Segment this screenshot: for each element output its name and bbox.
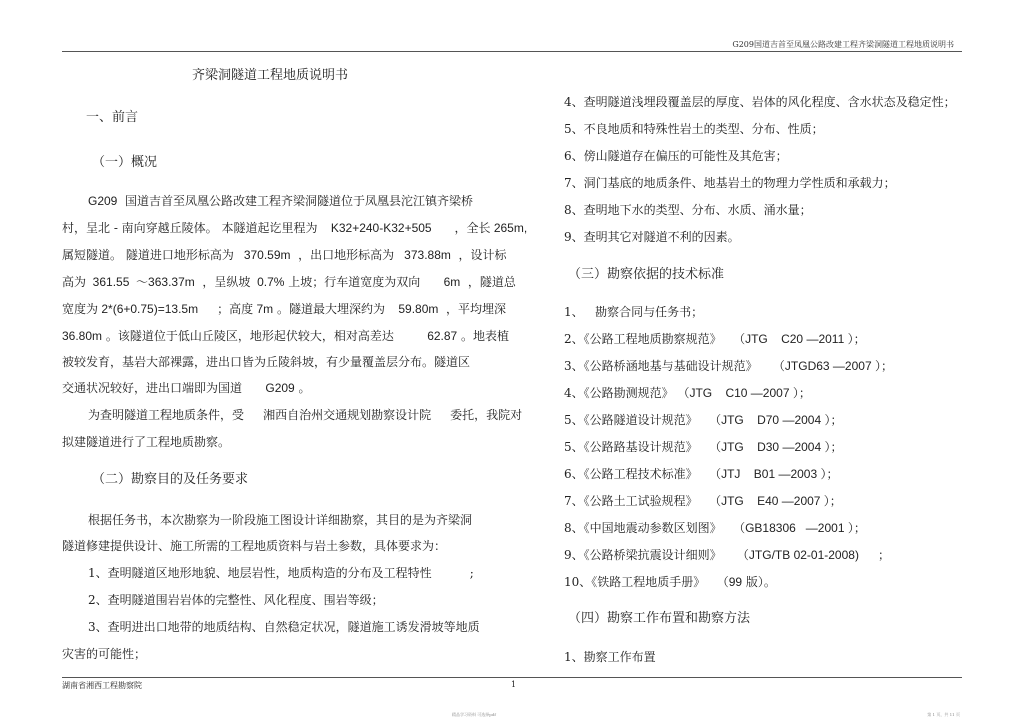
- subheading-layout: 1、勘察工作布置: [564, 650, 656, 664]
- list-item: 8、查明地下水的类型、分布、水质、涌水量；: [564, 203, 812, 217]
- paragraph-line: 高为 361.55 ～363.37m ，呈纵坡 0.7% 上坡；行车道宽度为双向 6m ，隧道总: [62, 275, 516, 289]
- paragraph-line: 被较发育，基岩大部裸露，进出口皆为丘陵斜坡，有少量覆盖层分布。隧道区: [62, 355, 471, 369]
- paragraph-line: 属短隧道。 隧道进口地形标高为 370.59m ，出口地形标高为 373.88m ，设计标: [62, 248, 507, 262]
- standard-item: 7、《公路土工试验规程》 （JTG E40 —2007 ）；: [564, 494, 842, 508]
- list-item: 1、查明隧道区地形地貌、地层岩性，地质构造的分布及工程特性 ;: [88, 566, 474, 580]
- paragraph-line: 拟建隧道进行了工程地质勘察。: [62, 435, 231, 449]
- standard-item: 9、《公路桥梁抗震设计细则》 （JTG/TB 02-01-2008) ；: [564, 548, 891, 562]
- footer-watermark-text: 精品学习资料 可选择pdf: [452, 712, 496, 717]
- standard-item: 5、《公路路基设计规范》 （JTG D30 —2004 ）；: [564, 440, 843, 454]
- paragraph-line: 根据任务书，本次勘察为一阶段施工图设计详细勘察，其目的是为齐梁洞: [88, 513, 473, 527]
- paragraph-line: 36.80m 。该隧道位于低山丘陵区，地形起伏较大，相对高差达 62.87 。地表植: [62, 329, 510, 343]
- standard-item: 5、《公路隧道设计规范》 （JTG D70 —2004 ）；: [564, 413, 843, 427]
- footer-page-count: 第 1 页，共 11 页: [927, 712, 960, 717]
- standard-item: 10、《铁路工程地质手册》 （99 版）。: [564, 575, 776, 589]
- list-item: 7、洞门基底的地质条件、地基岩土的物理力学性质和承载力；: [564, 176, 896, 190]
- list-item: 5、不良地质和特殊性岩土的类型、分布、性质；: [564, 122, 824, 136]
- page-number: 1: [511, 680, 517, 689]
- list-item: 6、傍山隧道存在偏压的可能性及其危害；: [564, 149, 788, 163]
- document-title: 齐梁洞隧道工程地质说明书: [192, 68, 349, 83]
- paragraph-line: 交通状况较好，进出口端即为国道 G209 。: [62, 381, 311, 395]
- heading-standards: （三）勘察依据的技术标准: [568, 267, 725, 282]
- list-item: 3、查明进出口地带的地质结构、自然稳定状况，隧道施工诱发滑坡等地质: [88, 620, 480, 634]
- footer-rule: [62, 677, 962, 678]
- paragraph-line: 隧道修建提供设计、施工所需的工程地质资料与岩土参数，具体要求为：: [62, 539, 447, 553]
- list-item: 4、查明隧道浅埋段覆盖层的厚度、岩体的风化程度、含水状态及稳定性；: [564, 95, 956, 109]
- list-item: 2、查明隧道围岩岩体的完整性、风化程度、围岩等级；: [88, 593, 384, 607]
- standard-item: 1、 勘察合同与任务书；: [564, 305, 704, 319]
- heading-preface: 一、前言: [86, 110, 139, 125]
- heading-purpose: （二）勘察目的及任务要求: [92, 472, 249, 487]
- paragraph-line: 村，呈北 - 南向穿越丘陵体。 本隧道起讫里程为 K32+240-K32+505 ，全长 265m,: [62, 221, 528, 235]
- standard-item: 6、《公路工程技术标准》 （JTJ B01 —2003 ）；: [564, 467, 839, 481]
- standard-item: 8、《中国地震动参数区划图》 （GB18306 —2001 ）；: [564, 521, 866, 535]
- standard-item: 4、《公路勘测规范》 （JTG C10 —2007 ）；: [564, 386, 811, 400]
- heading-overview: （一）概况: [92, 155, 158, 170]
- paragraph-line: 宽度为 2*(6+0.75)=13.5m ；高度 7m 。隧道最大埋深约为 59.80m ，平均埋深: [62, 302, 507, 316]
- list-item: 9、查明其它对隧道不利的因素。: [564, 230, 740, 244]
- paragraph-line: 为查明隧道工程地质条件，受 湘西自治州交通规划勘察设计院 委托，我院对: [88, 408, 523, 422]
- heading-layout-methods: （四）勘察工作布置和勘察方法: [568, 611, 751, 626]
- running-header: G209国道吉首至凤凰公路改建工程齐梁洞隧道工程地质说明书: [732, 40, 954, 49]
- header-rule: [62, 51, 962, 52]
- paragraph-line: G209 国道吉首至凤凰公路改建工程齐梁洞隧道位于凤凰县沱江镇齐梁桥: [88, 194, 473, 208]
- standard-item: 2、《公路工程地质勘察规范》 （JTG C20 —2011 ）；: [564, 332, 866, 346]
- list-item: 灾害的可能性；: [62, 647, 147, 661]
- footer-organization: 湖南省湘西工程勘察院: [62, 681, 142, 690]
- standard-item: 3、《公路桥涵地基与基础设计规范》 （JTGD63 —2007 ）；: [564, 359, 893, 373]
